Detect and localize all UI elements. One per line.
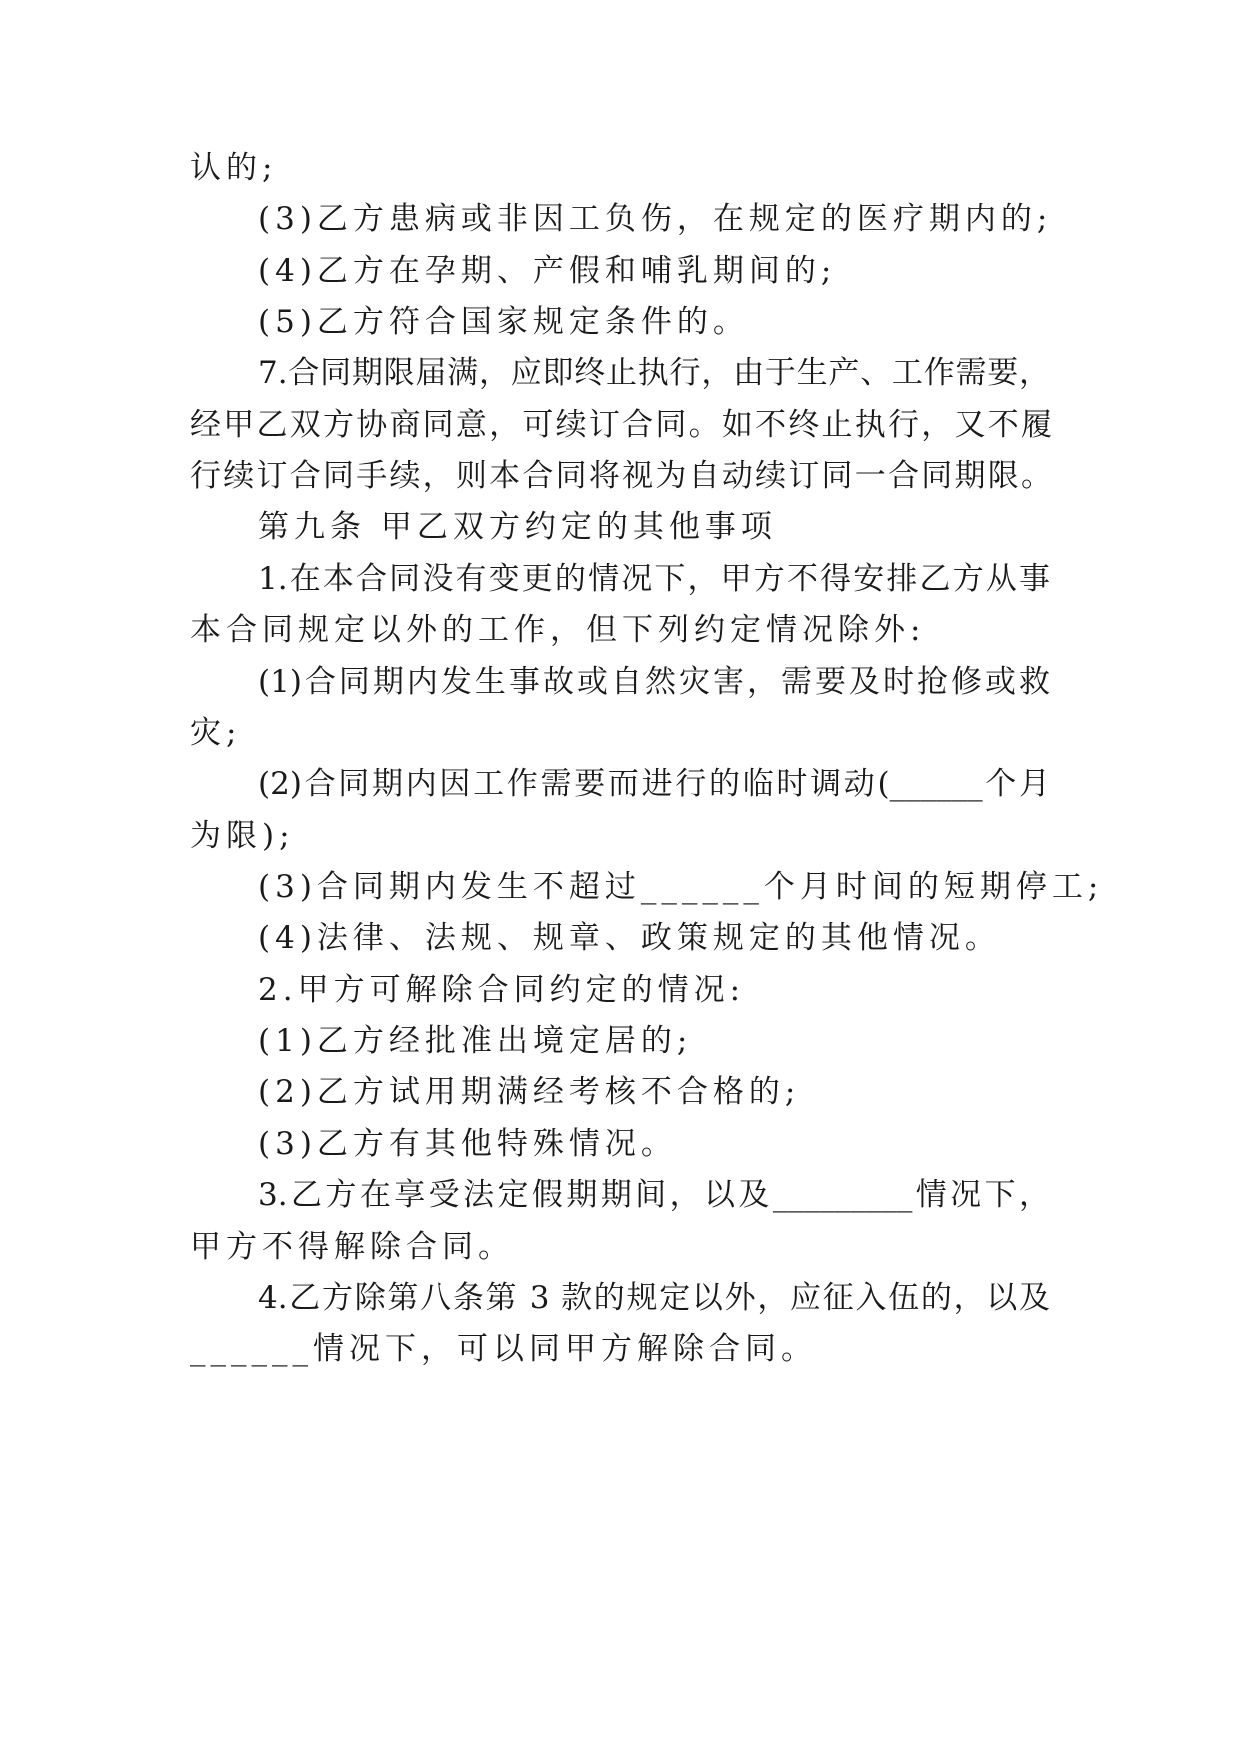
text-line-11: (1)合同期内发生事故或自然灾害，需要及时抢修或救 [258, 664, 1050, 700]
text-line-10: 本合同规定以外的工作，但下列约定情况除外: [190, 612, 926, 648]
text-line-20: (3)乙方有其他特殊情况。 [258, 1126, 677, 1162]
text-line-12: 灾; [190, 715, 242, 751]
text-line-1: 认的; [190, 150, 278, 186]
text-line-13: (2)合同期内因工作需要而进行的临时调动(______个月 [258, 766, 1050, 802]
text-line-15: (3)合同期内发生不超过______个月时间的短期停工; [258, 869, 1104, 905]
text-line-21: 3.乙方在享受法定假期期间，以及_________情况下， [258, 1177, 1050, 1213]
text-line-6: 经甲乙双方协商同意，可续订合同。如不终止执行，又不履 [190, 407, 1052, 443]
text-line-23: 4.乙方除第八条第 3 款的规定以外，应征入伍的，以及 [258, 1280, 1050, 1316]
text-line-5: 7.合同期限届满，应即终止执行，由于生产、工作需要， [258, 355, 1050, 391]
text-line-22: 甲方不得解除合同。 [190, 1229, 514, 1265]
text-line-19: (2)乙方试用期满经考核不合格的; [258, 1074, 801, 1110]
text-line-16: (4)法律、法规、规章、政策规定的其他情况。 [258, 920, 1001, 956]
text-line-18: (1)乙方经批准出境定居的; [258, 1023, 693, 1059]
text-line-9: 1.在本合同没有变更的情况下，甲方不得安排乙方从事 [258, 561, 1050, 597]
text-line-2: (3)乙方患病或非因工负伤，在规定的医疗期内的; [258, 201, 1053, 237]
text-line-7: 行续订合同手续，则本合同将视为自动续订同一合同期限。 [190, 458, 1052, 494]
text-line-17: 2.甲方可解除合同约定的情况: [258, 972, 746, 1008]
text-line-3: (4)乙方在孕期、产假和哺乳期间的; [258, 253, 837, 289]
section-heading-article-9: 第九条 甲乙双方约定的其他事项 [258, 509, 777, 545]
text-line-14: 为限); [190, 818, 295, 854]
text-line-4: (5)乙方符合国家规定条件的。 [258, 304, 749, 340]
text-line-24: ______情况下，可以同甲方解除合同。 [190, 1331, 817, 1367]
